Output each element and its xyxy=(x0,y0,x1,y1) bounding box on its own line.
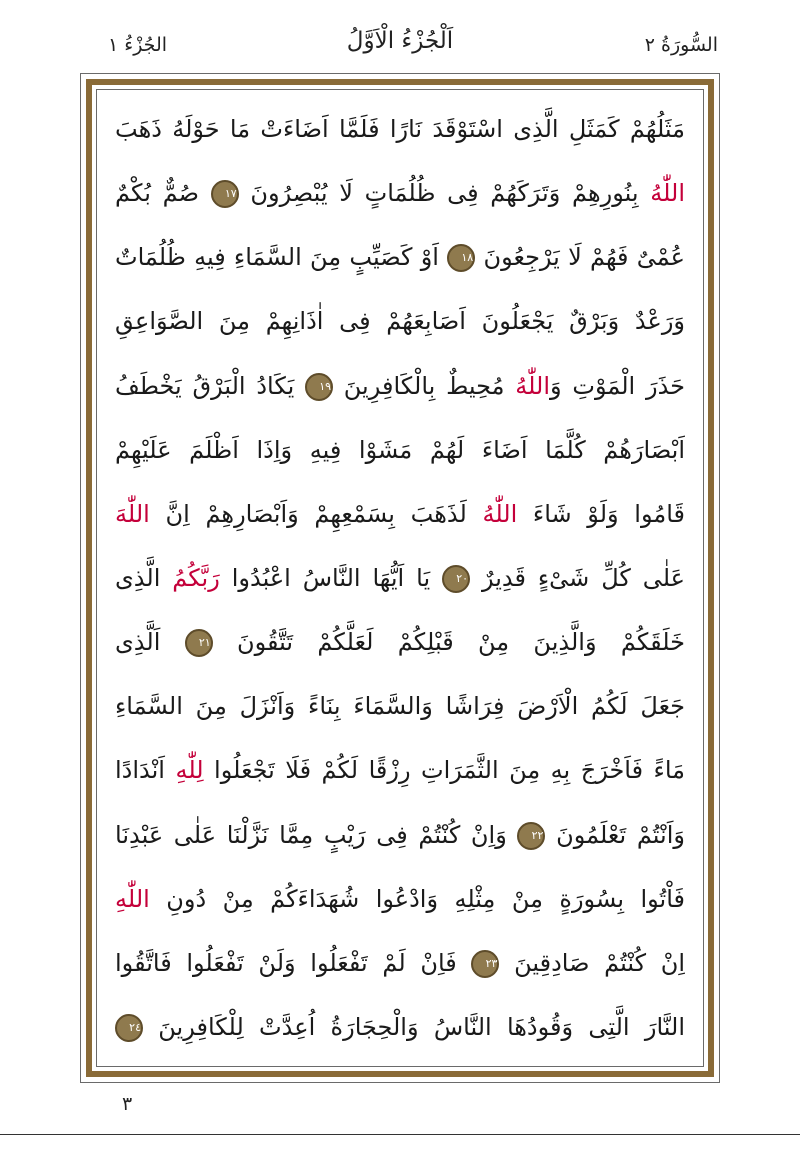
ayah-marker: ٢١ xyxy=(185,629,213,657)
verse-text: بِنُورِهِمْ وَتَرَكَهُمْ فِى ظُلُمَاتٍ لَا يُبْصِرُونَ xyxy=(238,179,651,208)
verse-text: قَامُوا وَلَوْ شَاءَ xyxy=(517,499,685,528)
verse-text: اَبْصَارَهُمْ كُلَّمَا اَضَاءَ لَهُمْ مَشَوْا فِيهِ وَاِذَا اَظْلَمَ عَلَيْهِمْ xyxy=(115,435,685,464)
verse-text: حَذَرَ الْمَوْتِ وَ xyxy=(550,371,685,400)
ayah-marker: ١٩ xyxy=(305,373,333,401)
verse-line xyxy=(115,296,685,346)
verse-line xyxy=(115,553,685,603)
verse-text: عُمْىٌ فَهُمْ لَا يَرْجِعُونَ xyxy=(475,243,685,272)
verse-line xyxy=(115,232,685,282)
divine-name: لِلّٰهِ xyxy=(175,756,204,785)
verse-line xyxy=(115,104,685,154)
bottom-divider xyxy=(0,1134,800,1135)
divine-name: اللّٰهُ xyxy=(482,499,518,528)
verse-lines xyxy=(115,104,685,1052)
verse-line xyxy=(115,938,685,988)
ayah-marker: ٢٤ xyxy=(115,1014,143,1042)
verse-text: يَكَادُ الْبَرْقُ يَخْطَفُ xyxy=(115,371,306,400)
page-border xyxy=(80,73,720,1083)
verse-text: وَاَنْتُمْ تَعْلَمُونَ xyxy=(545,820,685,849)
page-number: ٣ xyxy=(122,1093,133,1115)
juz-number: الجُزْءُ ١ xyxy=(108,34,168,56)
verse-text: يَا اَيُّهَا النَّاسُ اعْبُدُوا xyxy=(219,563,443,592)
verse-text: اَوْ كَصَيِّبٍ مِنَ السَّمَاءِ فِيهِ ظُلُمَاتٌ xyxy=(115,243,448,272)
juz-title: اَلْجُزْءُ الْاَوَّلُ xyxy=(346,28,454,54)
verse-text: مَثَلُهُمْ كَمَثَلِ الَّذِى اسْتَوْقَدَ نَارًا فَلَمَّا اَضَاءَتْ مَا حَوْلَهُ ذَهَبَ xyxy=(115,115,685,143)
verse-text: وَاِنْ كُنْتُمْ فِى رَيْبٍ مِمَّا نَزَّلْنَا عَلٰى عَبْدِنَا xyxy=(115,820,518,849)
verse-line xyxy=(115,425,685,475)
verse-line xyxy=(115,681,685,731)
divine-name: اللّٰهِ xyxy=(115,884,150,913)
ayah-marker: ١٧ xyxy=(211,180,239,208)
verse-line xyxy=(115,617,685,667)
text-area xyxy=(96,89,704,1067)
verse-text: وَرَعْدٌ وَبَرْقٌ يَجْعَلُونَ اَصَابِعَهُمْ فِى اٰذَانِهِمْ مِنَ الصَّوَاعِقِ xyxy=(115,307,685,336)
verse-line xyxy=(115,361,685,411)
divine-name: اللّٰهُ xyxy=(650,179,685,208)
divine-name: رَبَّكُمُ xyxy=(172,563,220,592)
page-border-gold xyxy=(86,79,714,1077)
verse-text: فَاِنْ لَمْ تَفْعَلُوا وَلَنْ تَفْعَلُوا فَاتَّقُوا xyxy=(115,948,472,977)
verse-text: مُحِيطٌ بِالْكَافِرِينَ xyxy=(333,371,516,400)
ayah-marker: ٢٣ xyxy=(471,950,499,978)
verse-text: اَلَّذِى xyxy=(115,628,185,657)
surah-label: السُّورَةُ ٢ xyxy=(644,34,718,56)
verse-text: اِنْ كُنْتُمْ صَادِقِينَ xyxy=(499,948,685,977)
verse-line xyxy=(115,489,685,539)
page-header xyxy=(0,28,800,68)
ayah-marker: ١٨ xyxy=(447,244,475,272)
ayah-marker: ٢٠ xyxy=(442,565,470,593)
verse-line xyxy=(115,810,685,860)
verse-text: النَّارَ الَّتِى وَقُودُهَا النَّاسُ وَالْحِجَارَةُ اُعِدَّتْ لِلْكَافِرِينَ xyxy=(143,1012,685,1041)
verse-line xyxy=(115,1002,685,1052)
ayah-marker: ٢٢ xyxy=(517,822,545,850)
divine-name: اللّٰهُ xyxy=(515,371,551,400)
divine-name: اللّٰهَ xyxy=(115,499,150,528)
verse-text: جَعَلَ لَكُمُ الْاَرْضَ فِرَاشًا وَالسَّمَاءَ بِنَاءً وَاَنْزَلَ مِنَ السَّمَاءِ xyxy=(115,692,685,721)
verse-text: صُمٌّ بُكْمٌ xyxy=(115,179,211,208)
verse-line xyxy=(115,168,685,218)
verse-text: الَّذِى xyxy=(115,563,173,592)
verse-text: عَلٰى كُلِّ شَىْءٍ قَدِيرٌ xyxy=(470,563,685,592)
verse-text: اَنْدَادًا xyxy=(115,756,176,785)
verse-text: مَاءً فَاَخْرَجَ بِهِ مِنَ الثَّمَرَاتِ رِزْقًا لَكُمْ فَلَا تَجْعَلُوا xyxy=(203,756,685,785)
verse-line xyxy=(115,874,685,924)
verse-line xyxy=(115,745,685,795)
verse-text: فَاْتُوا بِسُورَةٍ مِنْ مِثْلِهِ وَادْعُوا شُهَدَاءَكُمْ مِنْ دُونِ xyxy=(149,884,685,913)
verse-text: لَذَهَبَ بِسَمْعِهِمْ وَاَبْصَارِهِمْ اِنَّ xyxy=(149,499,483,528)
verse-text: خَلَقَكُمْ وَالَّذِينَ مِنْ قَبْلِكُمْ لَعَلَّكُمْ تَتَّقُونَ xyxy=(212,628,685,657)
